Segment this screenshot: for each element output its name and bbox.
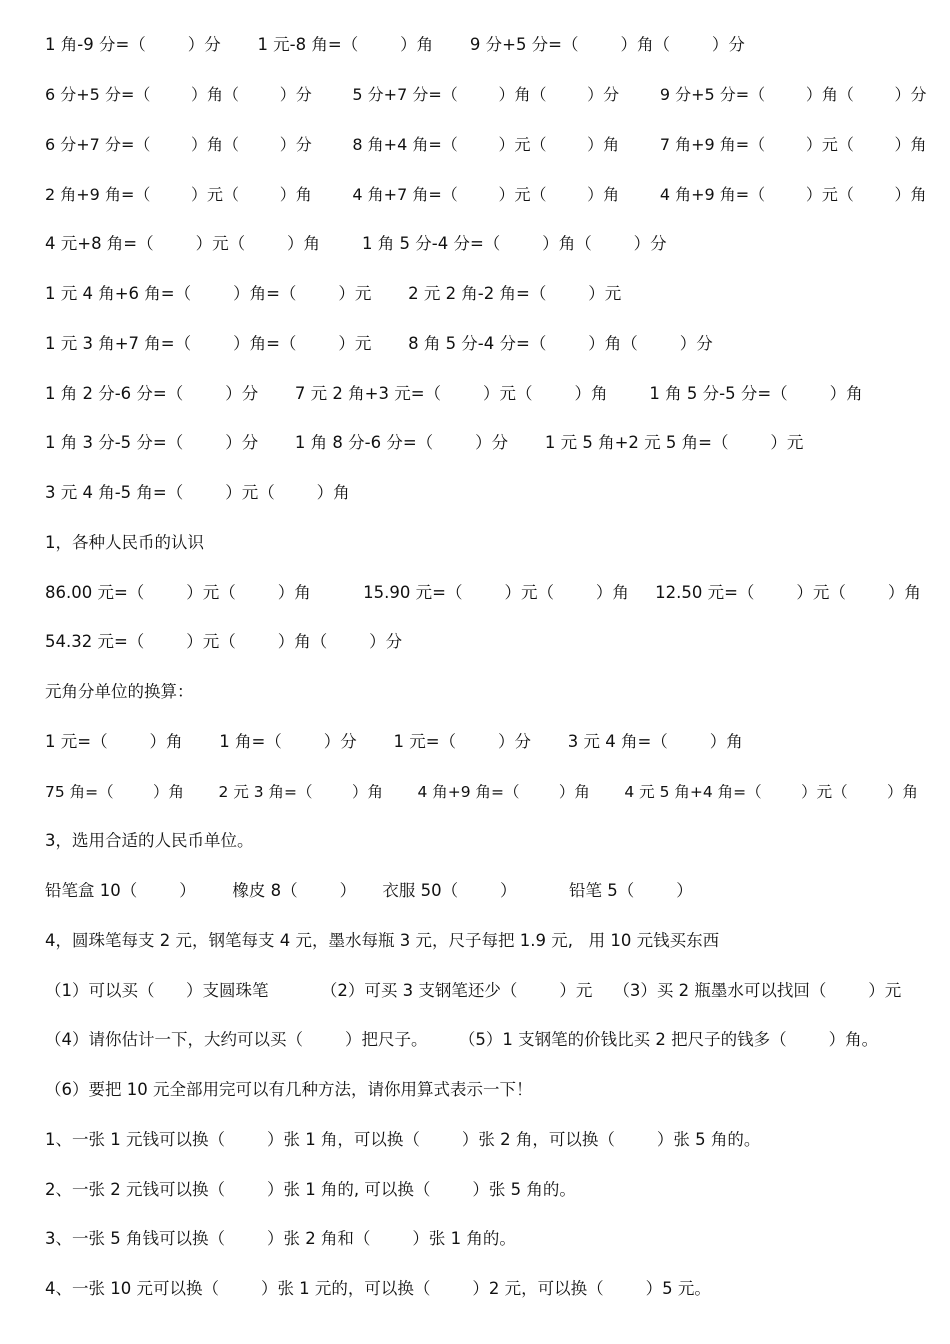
section-heading: 3，选用合适的人民币单位。 (45, 831, 254, 850)
exercise-line: 6 分+7 分=（ ）角（ ）分 8 角+4 角=（ ）元（ ）角 7 角+9 角=（ ）元（ ）角 (45, 135, 927, 154)
exercise-line: 4、一张 10 元可以换（ ）张 1 元的，可以换（ ）2 元，可以换（ ）5 元。 (45, 1279, 711, 1298)
exercise-line: 1、一张 1 元钱可以换（ ）张 1 角，可以换（ ）张 2 角，可以换（ ）张 5 角的。 (45, 1130, 761, 1149)
section-heading: 4，圆珠笔每支 2 元，钢笔每支 4 元，墨水每瓶 3 元，尺子每把 1.9 元, 用 10 元钱买东西 (45, 931, 720, 950)
exercise-line: （6）要把 10 元全部用完可以有几种方法，请你用算式表示一下！ (45, 1080, 533, 1099)
exercise-line: 3 元 4 角-5 角=（ ）元（ ）角 (45, 483, 350, 502)
exercise-line: 1 角 3 分-5 分=（ ）分 1 角 8 分-6 分=（ ）分 1 元 5 角+2 元 5 角=（ ）元 (45, 433, 804, 452)
exercise-line: 4 元+8 角=（ ）元（ ）角 1 角 5 分-4 分=（ ）角（ ）分 (45, 234, 667, 253)
exercise-line: （4）请你估计一下，大约可以买（ ）把尺子。 （5）1 支钢笔的价钱比买 2 把尺子的钱多（ ）角。 (45, 1030, 879, 1049)
exercise-line: 3、一张 5 角钱可以换（ ）张 2 角和（ ）张 1 角的。 (45, 1229, 516, 1248)
section-heading: 1，各种人民币的认识 (45, 533, 204, 552)
exercise-line: 6 分+5 分=（ ）角（ ）分 5 分+7 分=（ ）角（ ）分 9 分+5 分=（ ）角（ ）分 (45, 85, 927, 104)
exercise-line: 1 元 3 角+7 角=（ ）角=（ ）元 8 角 5 分-4 分=（ ）角（ ）分 (45, 334, 713, 353)
exercise-line: （1）可以买（ ）支圆珠笔 （2）可买 3 支钢笔还少（ ）元 （3）买 2 瓶墨水可以找回（ ）元 (45, 981, 902, 1000)
exercise-line: 2、一张 2 元钱可以换（ ）张 1 角的, 可以换（ ）张 5 角的。 (45, 1180, 576, 1199)
exercise-line: 54.32 元=（ ）元（ ）角（ ）分 (45, 632, 403, 651)
section-heading: 元角分单位的换算： (45, 682, 194, 701)
exercise-line: 86.00 元=（ ）元（ ）角 15.90 元=（ ）元（ ）角 12.50 元=（ ）元（ ）角 (45, 583, 921, 602)
exercise-line: 1 元 4 角+6 角=（ ）角=（ ）元 2 元 2 角-2 角=（ ）元 (45, 284, 622, 303)
exercise-line: 1 角-9 分=（ ）分 1 元-8 角=（ ）角 9 分+5 分=（ ）角（ ）分 (45, 35, 745, 54)
exercise-line: 2 角+9 角=（ ）元（ ）角 4 角+7 角=（ ）元（ ）角 4 角+9 角=（ ）元（ ）角 (45, 185, 927, 204)
exercise-line: 75 角=（ ）角 2 元 3 角=（ ）角 4 角+9 角=（ ）角 4 元 5 角+4 角=（ ）元（ ）角 (45, 783, 918, 801)
exercise-line: 1 角 2 分-6 分=（ ）分 7 元 2 角+3 元=（ ）元（ ）角 1 角 5 分-5 分=（ ）角 (45, 384, 863, 403)
exercise-line: 铅笔盒 10（ ） 橡皮 8（ ） 衣服 50（ ） 铅笔 5（ ） (45, 881, 693, 900)
exercise-line: 1 元=（ ）角 1 角=（ ）分 1 元=（ ）分 3 元 4 角=（ ）角 (45, 732, 743, 751)
